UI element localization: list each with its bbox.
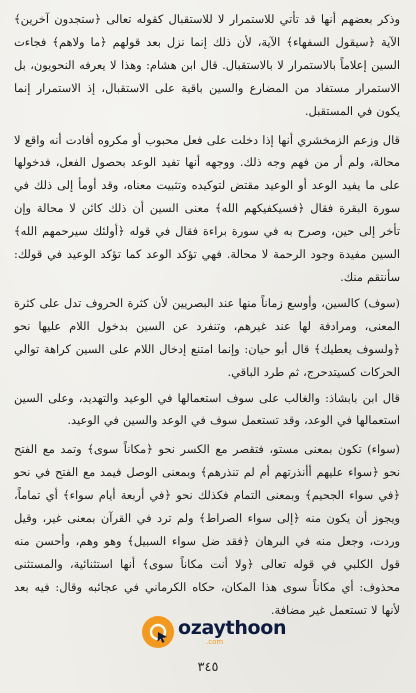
- watermark-logo: [142, 614, 287, 650]
- paragraph-3: (سوف) كالسين، وأوسع زماناً منها عند البصريين لأن كثرة الحروف تدل على كثرة المعنى، ومرادفة لها عند غيرهم، وتنفرد عن السين بدخول اللام عليها نحو ﴿ولسوف يعطيك﴾ قال أبو حيان: وإنما امتنع إدخال اللام على السين كراهة توالي الحركات كسيتدحرج، ثم طرد الباقي.: [14, 295, 400, 379]
- page-body: [14, 8, 400, 622]
- paragraph-4: قال ابن بابشاذ: والغالب على سوف استعمالها في الوعيد والتهديد، وعلى السين استعمالها في الوعد، وقد تستعمل سوف في الوعد والسين في الوعيد.: [14, 390, 400, 428]
- logo-domain: .com: [206, 637, 224, 646]
- cursor-arrow-icon: [147, 621, 169, 643]
- paragraph-2: قال وزعم الزمخشري أنها إذا دخلت على فعل محبوب أو مكروه أفادت أنه واقع لا محالة، ولم أر من فهم وجه ذلك. ووجهه أنها تفيد الوعد بحصول الفعل، فدخولها على ما يفيد الوعد أو الوعيد مقتض لتوكيده وتثبيت معناه، وقد أومأ إلى ذلك في سورة البقرة فقال ﴿فسيكفيكهم الله﴾ معنى السين أن ذلك كائن لا محالة وإن تأخر إلى حين، وصرح به في سورة براءة فقال في قوله ﴿أولئك سيرحمهم الله﴾ السين مفيدة وجود الرحمة لا محالة. فهي تؤكد الوعد كما تؤكد الوعيد في قولك: سأنتقم منك.: [14, 132, 400, 284]
- paragraph-5: (سواء) تكون بمعنى مستو، فتقصر مع الكسر نحو ﴿مكاناً سوى﴾ وتمد مع الفتح نحو ﴿سواء عليهم أأنذرتهم أم لم تنذرهم﴾ وبمعنى الوصل فيمد مع الفتح في نحو ﴿في سواء الجحيم﴾ وبمعنى التمام فكذلك نحو ﴿في أربعة أيام سواء﴾ أي تماماً، ويجوز أن يكون منه ﴿إلى سواء الصراط﴾ ولم ترد في القرآن بمعنى غير، وقيل وردت، وجعل منه في البرهان ﴿فقد ضل سواء السبيل﴾ وهو وهم، وأحسن منه قول الكلبي في قوله تعالى ﴿ولا أنت مكاناً سوى﴾ أنها استثنائية، والمستثنى محذوف: أي مكاناً سوى هذا المكان، حكاه الكرماني في عجائبه وقال: فيه بعد لأنها لا تستعمل غير مضافة.: [14, 442, 400, 617]
- page-number: ٣٤٥: [197, 660, 219, 675]
- paragraph-1: وذكر بعضهم أنها قد تأتي للاستمرار لا للاستقبال كقوله تعالى ﴿ستجدون آخرين﴾ الآية ﴿سيقول السفهاء﴾ الآية، لأن ذلك إنما نزل بعد قولهم ﴿ما ولاهم﴾ فجاءت السين إعلاماً بالاستمرار لا بالاستقبال. قال ابن هشام: وهذا لا يعرفه النحويون، بل الاستمرار مستفاد من المضارع والسين باقية على الاستقبال، إذ الاستمرار إنما يكون في المستقبل.: [14, 12, 400, 118]
- logo-icon: [142, 616, 174, 648]
- logo-wordmark: ozaythoon: [178, 616, 287, 639]
